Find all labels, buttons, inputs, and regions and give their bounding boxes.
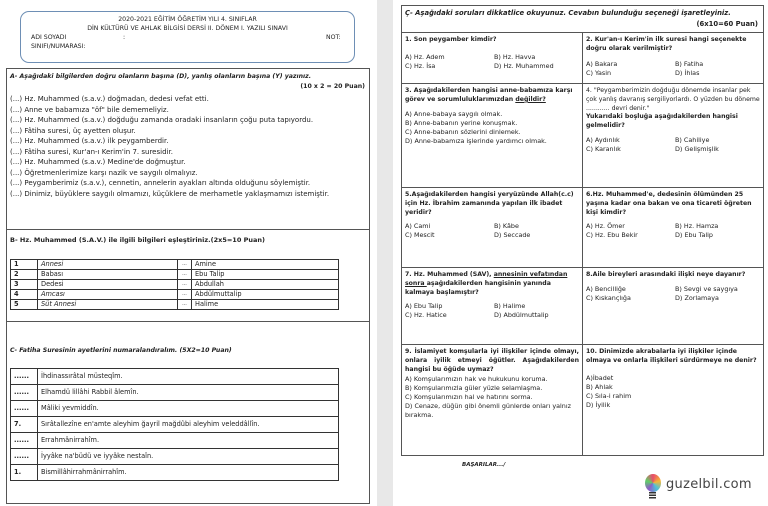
section-cc-points: (6x10=60 Puan) [696, 20, 758, 28]
exam-page-left [0, 0, 377, 506]
verse-text: Errahmânirrahîm. [38, 433, 339, 449]
options [586, 136, 760, 154]
table-row [11, 465, 339, 481]
option[interactable]: A)İbadet [586, 373, 614, 382]
true-false-item: (...) Anne ve babamıza "öf" bile dememeliyiz. [10, 105, 169, 114]
options [586, 60, 760, 78]
option[interactable]: C) Karanlık [586, 144, 621, 153]
option[interactable]: A) Aydınlık [586, 135, 620, 144]
option[interactable]: C) Sıla-i rahim [586, 391, 632, 400]
verse-number: ...... [11, 401, 38, 417]
match-right: Abdülmuttalip [192, 290, 339, 300]
options [586, 285, 760, 303]
lightbulb-base-icon [649, 492, 656, 499]
true-false-item: (...) Peygamberimiz (s.a.v.), cennetin, annelerin ayakları altında olduğunu söylemiştir. [10, 179, 311, 187]
verse-text: İyyâke na'büdü ve iyyâke nestaîn. [38, 449, 339, 465]
option[interactable]: A) Anne-babaya saygılı olmak. [405, 109, 503, 118]
option[interactable]: A) Hz. Adem [405, 52, 445, 61]
question-text-underlined: annesinin vefatından sonra [405, 271, 568, 287]
true-false-item: (...) Fâtiha suresi, üç ayetten oluşur. [10, 126, 136, 135]
option[interactable]: C) Anne-babanın sözlerini dinlemek. [405, 127, 521, 136]
section-a-points: (10 x 2 = 20 Puan) [300, 83, 365, 90]
options [405, 375, 579, 420]
option[interactable]: A) Ebu Talip [405, 302, 443, 311]
option[interactable]: A) Bencilliğe [586, 284, 626, 293]
question-7 [402, 268, 583, 344]
question-3 [402, 84, 583, 187]
option[interactable]: B) Anne-babanın yerine konuşmak. [405, 118, 518, 127]
option[interactable]: B) Sevgi ve saygıya [675, 284, 738, 293]
match-right: Abdullah [192, 280, 339, 290]
option[interactable]: D) Gelişmişlik [675, 144, 719, 153]
option[interactable]: D) Hz. Muhammed [494, 61, 554, 70]
option[interactable]: B) Halime [494, 302, 526, 311]
match-blank: ... [178, 290, 192, 300]
option[interactable]: C) Hz. İsa [405, 61, 436, 70]
row-number: 4 [11, 290, 38, 300]
true-false-item: (...) Hz. Muhammed (s.a.v.) doğduğu zamanda oradaki insanların çoğu puta tapıyordu. [10, 116, 314, 124]
options [405, 222, 579, 240]
option[interactable]: A) Cami [405, 222, 431, 231]
match-left: Dedesi [38, 280, 178, 290]
option[interactable]: A) Bakara [586, 59, 618, 68]
verse-text: Elhamdü lillâhi Rabbil âlemîn. [38, 385, 339, 401]
option[interactable]: B) Cahiliye [675, 135, 710, 144]
question-1 [402, 33, 583, 83]
name-colon: : [123, 34, 126, 41]
true-false-item: (...) Hz. Muhammed (s.a.v.) Medine'de doğmuştur. [10, 158, 186, 166]
option[interactable]: C) Yasin [586, 68, 612, 77]
left-sections-frame [6, 68, 370, 504]
verse-number: ...... [11, 449, 38, 465]
options [405, 53, 579, 71]
option[interactable]: D) Abdülmuttalip [494, 311, 549, 320]
row-number: 2 [11, 270, 38, 280]
verse-number: 7. [11, 417, 38, 433]
question-text: Yukarıdaki boşluğa aşağıdakilerden hangisi gelmelidir? [586, 113, 738, 130]
match-blank: ... [178, 300, 192, 310]
table-row [11, 417, 339, 433]
options [586, 222, 760, 240]
verse-text: Sırâtallezîne en'amte aleyhim ğayril mağdûbi aleyhim veleddâllîn. [38, 417, 339, 433]
question-text-underlined: değildir? [515, 95, 546, 103]
closing-text: BAŞARILAR.../ [462, 462, 506, 468]
multiple-choice-frame [401, 5, 764, 456]
table-row [11, 433, 339, 449]
section-divider [7, 229, 369, 230]
question-text: 2. Kur'an-ı Kerim'in ilk suresi hangi seçenekte doğru olarak verilmiştir? [586, 36, 747, 52]
section-a-title: A- Aşağıdaki bilgilerden doğru olanların başına (D), yanlış olanların başına (Y) yazınız. [10, 73, 312, 80]
option[interactable]: B) Komşularımızla güler yüzle selamlaşma. [405, 384, 543, 393]
true-false-item: (...) Fâtiha suresi, Kur'an-ı Kerim'in 7. suresidir. [10, 147, 173, 156]
option[interactable]: D) Anne-babamıza işlerinde yardımcı olmak. [405, 136, 547, 145]
verse-number: ...... [11, 369, 38, 385]
question-text: 5.Aşağıdakilerden hangisi yeryüzünde Allah(c.c) için Hz. İbrahim zamanında yapılan ilk ibadet yeridir? [405, 191, 574, 216]
table-row [11, 401, 339, 417]
true-false-list [10, 94, 329, 199]
true-false-item: (...) Öğretmenlerimize karşı nazik ve saygılı olmalıyız. [10, 168, 198, 177]
section-cc-title: Ç- Aşağıdaki soruları dikkatlice okuyunuz. Cevabın bulunduğu seçeneği işaretleyiniz. [405, 9, 731, 17]
question-text: 10. Dinimizde akrabalarla iyi ilişkiler içinde olmaya ve onlarla ilişkileri sürdürmeye ne denir? [586, 348, 757, 364]
options [405, 302, 579, 320]
option[interactable]: B) Ahlak [586, 382, 613, 391]
option[interactable]: C) Komşularımızın hal ve hatırını sorma. [405, 393, 533, 402]
option[interactable]: D) Ebu Talip [675, 231, 713, 240]
option[interactable]: D) Cenaze, düğün gibi önemli günlerde onları yalnız bırakma. [405, 402, 571, 420]
name-label: ADI SOYADI [31, 34, 67, 41]
section-cc-header [402, 6, 763, 33]
match-left: Amcası [38, 290, 178, 300]
table-row [11, 260, 339, 270]
verse-number: ...... [11, 433, 38, 449]
exam-year-title: 2020-2021 EĞİTİM ÖĞRETİM YILI 4. SINIFLAR [118, 16, 257, 23]
question-text-part: aşağıdakilerden hangisinin yanında kalmaya başlamıştır? [405, 279, 551, 296]
matching-table [10, 259, 339, 310]
true-false-item: (...) Dinimiz, büyüklere saygılı olmamızı, küçüklere de merhametle yaklaşmamızı istemiştir. [10, 189, 330, 198]
option[interactable]: D) Seccade [494, 231, 531, 240]
match-right: Amine [192, 260, 339, 270]
match-left: Annesi [38, 260, 178, 270]
question-text-part: 7. Hz. Muhammed (SAV), [405, 271, 494, 278]
class-number-label: SINIFI/NUMARASI: [31, 43, 86, 50]
row-number: 5 [11, 300, 38, 310]
fatiha-table [10, 368, 339, 481]
table-row [11, 280, 339, 290]
options [405, 110, 579, 146]
question-text: 9. İslamiyet komşularla iyi ilişkiler içinde olmayı, onlara iyilik etmeyi öğütler. Aşağıdakilerden hangisi bu öğüde uymaz? [405, 348, 579, 373]
option[interactable]: C) Kıskançlığa [586, 293, 631, 302]
section-divider [7, 321, 369, 322]
exam-page-right [393, 0, 768, 506]
question-row [402, 345, 763, 455]
option[interactable]: D) Zorlamaya [675, 293, 719, 302]
question-row [402, 268, 763, 345]
option[interactable]: D) İyilik [586, 400, 611, 409]
question-4 [583, 84, 763, 187]
grade-label: NOT: [326, 34, 341, 41]
section-c-title: C- Fatiha Suresinin ayetlerini numaralandıralım. (5X2=10 Puan) [10, 347, 232, 354]
site-logo [641, 472, 761, 502]
match-blank: ... [178, 280, 192, 290]
question-text [405, 271, 579, 297]
question-9 [402, 345, 583, 455]
question-text [405, 87, 579, 105]
exam-course-title: DİN KÜLTÜRÜ VE AHLAK BİLGİSİ DERSİ II. DÖNEM I. YAZILI SINAVI [87, 25, 288, 32]
table-row [11, 369, 339, 385]
verse-text: Bismillâhirrahmânirrahîm. [38, 465, 339, 481]
section-b-title: B- Hz. Muhammed (S.A.V.) ile ilgili bilgileri eşleştiriniz.(2x5=10 Puan) [10, 236, 265, 244]
option[interactable]: B) Hz. Havva [494, 52, 536, 61]
option[interactable]: B) Fatiha [675, 59, 704, 68]
option[interactable]: C) Hz. Ebu Bekir [586, 231, 638, 240]
table-row [11, 270, 339, 280]
table-row [11, 449, 339, 465]
match-blank: ... [178, 270, 192, 280]
question-10 [583, 345, 763, 455]
option[interactable]: D) İhlas [675, 68, 700, 77]
question-text: 1. Son peygamber kimdir? [405, 36, 497, 43]
question-row [402, 84, 763, 188]
question-5 [402, 188, 583, 267]
question-text: 6.Hz. Muhammed'e, dedesinin ölümünden 25 yaşına kadar ona bakan ve ona ticareti öğreten kişi kimdir? [586, 191, 752, 216]
option[interactable]: C) Mescit [405, 231, 435, 240]
row-number: 1 [11, 260, 38, 270]
match-left: Süt Annesi [38, 300, 178, 310]
question-grid [402, 33, 763, 455]
match-left: Babası [38, 270, 178, 280]
match-right: Ebu Talip [192, 270, 339, 280]
lightbulb-icon [645, 474, 661, 492]
question-row [402, 33, 763, 84]
option[interactable]: B) Hz. Hamza [675, 222, 719, 231]
verse-number: ...... [11, 385, 38, 401]
options [586, 374, 760, 410]
question-8 [583, 268, 763, 344]
option[interactable]: A) Hz. Ömer [586, 222, 625, 231]
row-number: 3 [11, 280, 38, 290]
question-row [402, 188, 763, 268]
exam-header-box [20, 11, 355, 63]
verse-text: İhdinassırâtal müsteqîm. [38, 369, 339, 385]
page-gutter [377, 0, 393, 506]
question-text-part: 3. Aşağıdakilerden hangisi anne-babamıza karşı görev ve sorumluluklarımızdan [405, 87, 573, 103]
true-false-item: (...) Hz. Muhammed (s.a.v.) doğmadan, dedesi vefat etti. [10, 95, 209, 103]
question-6 [583, 188, 763, 267]
true-false-item: (...) Hz. Muhammed (s.a.v.) ilk peygamberdir. [10, 137, 169, 145]
option[interactable]: C) Hz. Hatice [405, 311, 447, 320]
table-row [11, 300, 339, 310]
verse-text: Mâliki yevmiddîn. [38, 401, 339, 417]
table-row [11, 385, 339, 401]
option[interactable]: A) Komşularımızın hak ve hukukunu koruma. [405, 375, 548, 384]
table-row [11, 290, 339, 300]
question-2 [583, 33, 763, 83]
option[interactable]: B) Kâbe [494, 222, 519, 231]
question-quote: 4. "Peygamberimizin doğduğu dönemde insanlar pek çok yanlış davranış sergiliyorlardı. O yüzden bu döneme ............ devri denir." [586, 87, 760, 112]
logo-text: guzelbil.com [666, 477, 752, 492]
verse-number: 1. [11, 465, 38, 481]
question-text: 8.Aile bireyleri arasındaki ilişki neye dayanır? [586, 271, 746, 278]
match-right: Halime [192, 300, 339, 310]
match-blank: ... [178, 260, 192, 270]
